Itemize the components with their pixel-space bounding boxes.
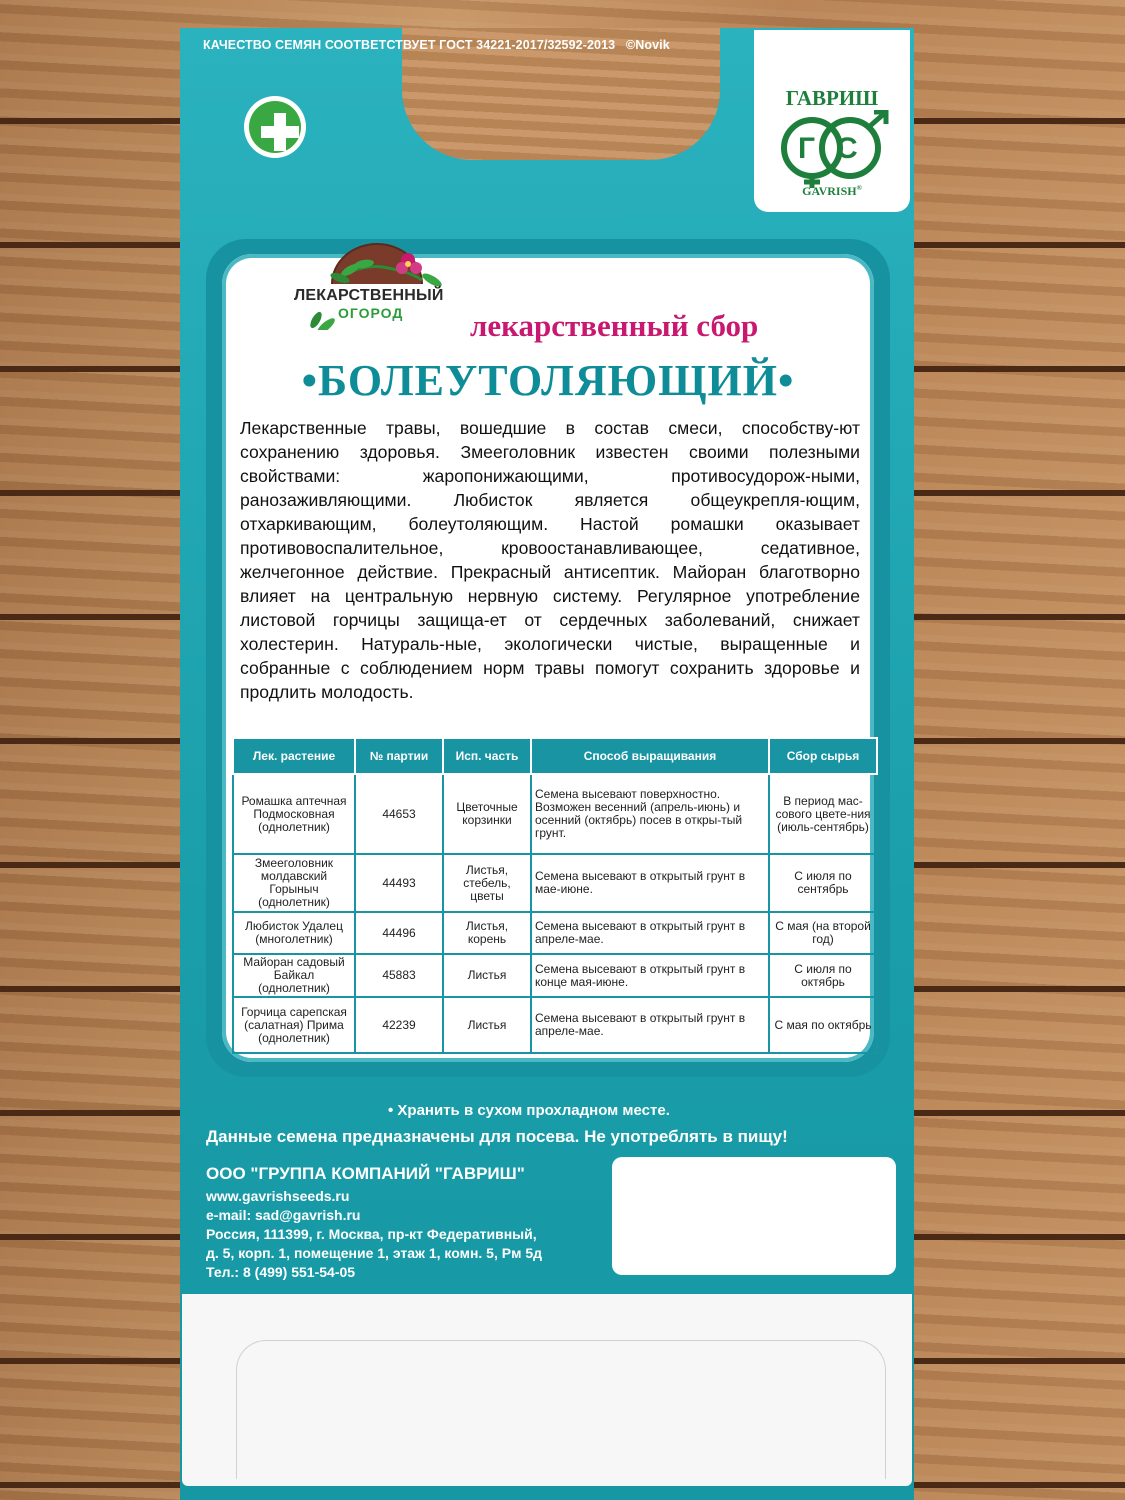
certification-line [203,38,670,52]
plus-icon [244,96,306,158]
plants-table [232,737,878,1054]
cell-method: Семена высевают в открытый грунт в апреле-мае. [531,997,769,1053]
cell-method: Семена высевают в открытый грунт в апреле-мае. [531,912,769,954]
cell-part: Листья, корень [443,912,531,954]
company-address-line2: д. 5, корп. 1, помещение 1, этаж 1, комн. 5, Рм 5д [206,1245,542,1261]
packet-flap-outline [236,1340,886,1479]
cell-part: Листья [443,997,531,1053]
col-header-method: Способ выращивания [531,738,769,774]
table-row [233,774,877,854]
company-address-line1: Россия, 111399, г. Москва, пр-кт Федеративный, [206,1226,537,1242]
company-contacts [206,1187,542,1282]
col-header-part: Исп. часть [443,738,531,774]
product-description: Лекарственные травы, вошедшие в состав смеси, способству-ют сохранению здоровья. Змееголовник известен своими полезными свойствами: жаропонижающими, противосудорож-ными, ранозаживляющими. Любисток является общеукрепля-ющим, отхаркивающим, болеутоляющим. Настой ромашки оказывает противовоспалительное, кровоостанавливающее, седативное, желчегонное действие. Прекрасный антисептик. Майоран благотворно влияет на центральную нервную систему. Регулярное употребление листовой горчицы защища-ет от сердечных заболеваний, снижает холестерин. Натураль-ные, экологически чистые, выращенные и собранные с соблюдением норм травы помогут сохранить здоровье и продлить молодость. [240,418,860,702]
cell-batch: 42239 [355,997,443,1053]
cell-method: Семена высевают в открытый грунт в мае-июне. [531,854,769,912]
cell-batch: 44493 [355,854,443,912]
company-email: e-mail: sad@gavrish.ru [206,1207,361,1223]
table-row [233,997,877,1053]
svg-text:С: С [836,132,858,165]
cell-part: Цветочные корзинки [443,774,531,854]
gender-symbols-icon [772,110,892,190]
batch-stamp-box [612,1157,896,1275]
col-header-plant: Лек. растение [233,738,355,774]
cell-part: Листья [443,954,531,997]
cell-plant: Змееголовник молдавский Горыныч (однолетник) [233,854,355,912]
product-title: •БОЛЕУТОЛЯЮЩИЙ• [301,356,795,405]
company-phone: Тел.: 8 (499) 551-54-05 [206,1264,356,1280]
cell-harvest: С мая по октябрь [769,997,877,1053]
cell-harvest: С мая (на второй год) [769,912,877,954]
cell-batch: 44496 [355,912,443,954]
col-header-harvest: Сбор сырья [769,738,877,774]
col-header-batch: № партии [355,738,443,774]
storage-note: • Хранить в сухом прохладном месте. [388,1102,670,1119]
cell-harvest: С июля по октябрь [769,954,877,997]
cell-part: Листья, стебель, цветы [443,854,531,912]
copyright-text: ©Novik [625,38,670,52]
cell-method: Семена высевают в открытый грунт в конце мая-июне. [531,954,769,997]
table-row [233,954,877,997]
table-row [233,912,877,954]
brand-name-en: GAVRISH® [802,184,862,198]
cell-method: Семена высевают поверхностно. Возможен весенний (апрель-июнь) и осенний (октябрь) посев в откры-тый грунт. [531,774,769,854]
warning-note: Данные семена предназначены для посева. Не употреблять в пищу! [206,1127,788,1146]
cell-batch: 45883 [355,954,443,997]
company-website: www.gavrishseeds.ru [206,1188,350,1204]
table-row [233,854,877,912]
series-logo-line1: ЛЕКАРСТВЕННЫЙ [294,287,444,304]
series-logo-line2: ОГОРОД [338,305,404,321]
brand-logo [754,30,910,212]
cell-plant: Горчица сарепская (салатная) Прима (однолетник) [233,997,355,1053]
brand-name-ru: ГАВРИШ [785,86,879,110]
certification-text: КАЧЕСТВО СЕМЯН СООТВЕТСТВУЕТ ГОСТ 34221-2017/32592-2013 [203,38,616,52]
cell-harvest: В период мас-сового цвете-ния (июль-сентябрь) [769,774,877,854]
cell-plant: Ромашка аптечная Подмосковная (однолетник) [233,774,355,854]
svg-text:Г: Г [798,132,816,165]
table-header-row [233,738,877,774]
cell-plant: Любисток Удалец (многолетник) [233,912,355,954]
product-subtitle: лекарственный сбор [470,308,759,343]
cell-plant: Майоран садовый Байкал (однолетник) [233,954,355,997]
cell-batch: 44653 [355,774,443,854]
cell-harvest: С июля по сентябрь [769,854,877,912]
company-name: ООО "ГРУППА КОМПАНИЙ "ГАВРИШ" [206,1164,525,1183]
